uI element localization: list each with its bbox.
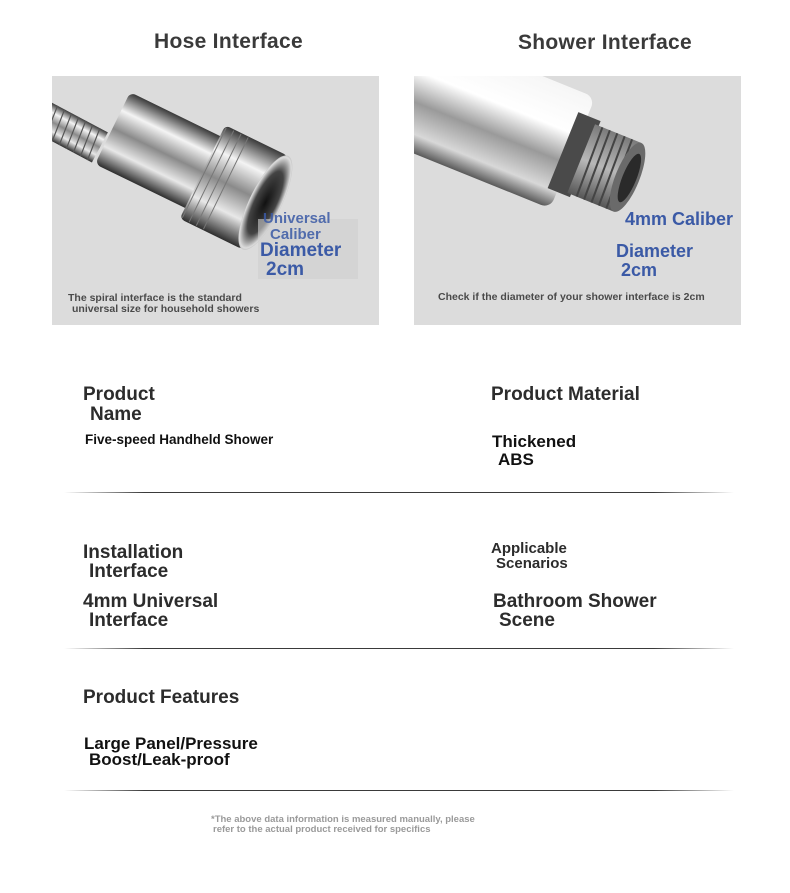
product-name-value: Five-speed Handheld Shower (85, 432, 274, 447)
product-material-label: Product Material (491, 384, 640, 405)
shower-diameter-label: Diameter (616, 241, 694, 261)
section-divider-2 (64, 648, 734, 649)
hose-caliber-line1: Universal (263, 210, 331, 227)
hose-caliber-line2: Caliber (270, 226, 321, 243)
installation-value-line1: 4mm Universal (83, 591, 219, 612)
shower-size-value: 2cm (621, 260, 658, 280)
scenarios-label-line1: Applicable (491, 540, 567, 557)
installation-label-line2: Interface (89, 561, 169, 582)
disclaimer-line1: *The above data information is measured manually, please (211, 814, 475, 825)
disclaimer-line2: refer to the actual product received for specifics (213, 824, 431, 835)
product-material-value-line2: ABS (498, 450, 534, 469)
section-divider-3 (64, 790, 734, 791)
section-divider-1 (64, 492, 734, 493)
shower-thread-illustration (414, 76, 741, 325)
features-value-line1: Large Panel/Pressure (84, 734, 258, 753)
shower-caliber-label: 4mm Caliber (625, 209, 734, 229)
shower-interface-photo (414, 76, 741, 325)
product-material-value-line1: Thickened (492, 432, 577, 451)
installation-label-line1: Installation (83, 542, 184, 563)
scenarios-value-line2: Scene (499, 610, 555, 631)
hose-caption-line1: The spiral interface is the standard (68, 292, 242, 304)
features-value-line2: Boost/Leak-proof (89, 750, 230, 769)
shower-interface-title: Shower Interface (518, 31, 693, 54)
product-name-label-line2: Name (90, 404, 142, 425)
hose-interface-photo (52, 76, 379, 325)
scenarios-value-line1: Bathroom Shower (493, 591, 657, 612)
hose-caption-line2: universal size for household showers (72, 303, 260, 315)
hose-interface-title: Hose Interface (154, 30, 303, 53)
hose-connector-illustration (52, 76, 379, 325)
hose-size-value: 2cm (266, 259, 305, 280)
hose-diameter-label: Diameter (260, 240, 342, 261)
features-label: Product Features (83, 687, 240, 708)
shower-caption: Check if the diameter of your shower interface is 2cm (438, 291, 705, 303)
installation-value-line2: Interface (89, 610, 169, 631)
scenarios-label-line2: Scenarios (496, 555, 568, 572)
product-name-label-line1: Product (83, 384, 155, 405)
